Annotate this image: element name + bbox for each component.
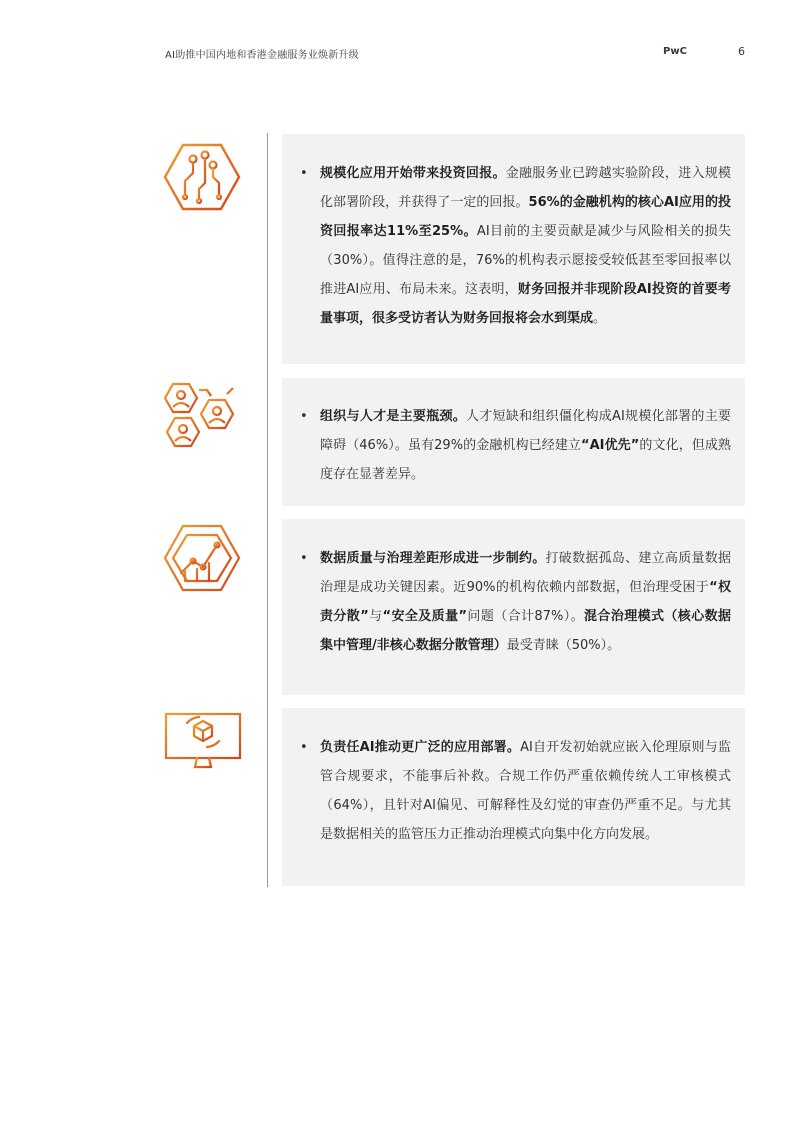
bullet: • xyxy=(300,740,308,755)
text-normal: 人才短缺和组织僵化构成AI规模化部署的主要障碍（46%）。虽有29%的金融机构已经建立 xyxy=(320,409,731,453)
text-bold: 组织与人才是主要瓶颈。 xyxy=(320,409,467,424)
header-title: AI助推中国内地和香港金融服务业焕新升级 xyxy=(165,50,359,61)
finding-card-investment-return xyxy=(282,134,745,364)
text-normal: 金融服务业已跨越实验阶段，进入规模化部署阶段，并获得了一定的回报。 xyxy=(320,166,731,210)
finding-card-data-governance xyxy=(282,519,745,695)
text-normal: AI自开发初始就应嵌入伦理原则与监管合规要求，不能事后补救。合规工作仍严重依赖传统人工审核模式（64%），且针对AI偏见、可解释性及幻觉的审查仍严重不足。与尤其是数据相关的监管压力正推动治理模式向集中化方向发展。 xyxy=(320,740,731,842)
card-text xyxy=(320,402,731,489)
people-hexagons-icon xyxy=(161,380,243,450)
text-normal: 最受青睐（50%）。 xyxy=(506,638,621,653)
text-normal: 与 xyxy=(368,609,383,624)
page-number: 6 xyxy=(738,45,745,58)
monitor-cube-icon xyxy=(163,711,243,773)
header-brand: PwC xyxy=(663,46,687,57)
card-text xyxy=(320,159,731,333)
finding-card-responsible-ai xyxy=(282,708,745,886)
data-chart-hexagon-icon xyxy=(163,523,241,593)
text-bold: 56%的金融机构的核心AI应用的投资回报率达11%至25%。 xyxy=(320,195,731,239)
finding-card-talent xyxy=(282,378,745,506)
text-bold: “安全及质量” xyxy=(382,609,468,624)
text-bold: 混合治理模式（核心数据集中管理/非核心数据分散管理） xyxy=(320,609,731,653)
vertical-divider xyxy=(267,133,268,887)
text-normal: AI目前的主要贡献是减少与风险相关的损失（30%）。值得注意的是，76%的机构表示愿接受较低甚至零回报率以推进AI应用、布局未来。这表明， xyxy=(320,224,732,297)
text-bold: 数据质量与治理差距形成进一步制约。 xyxy=(320,551,546,566)
text-bold: “AI优先” xyxy=(581,438,640,453)
text-bold: “权责分散” xyxy=(320,580,731,624)
bullet: • xyxy=(300,166,308,181)
card-text xyxy=(320,733,731,849)
text-normal: 问题（合计87%）。 xyxy=(467,609,585,624)
bullet: • xyxy=(300,409,308,424)
text-normal: 。 xyxy=(593,311,607,326)
text-bold: 规模化应用开始带来投资回报。 xyxy=(320,166,506,181)
text-normal: 打破数据孤岛、建立高质量数据治理是成功关键因素。近90%的机构依赖内部数据，但治理受困于 xyxy=(320,551,731,595)
card-text xyxy=(320,544,731,660)
text-bold: 财务回报并非现阶段AI投资的首要考量事项，很多受访者认为财务回报将会水到渠成 xyxy=(320,282,731,326)
circuit-hexagon-icon xyxy=(163,143,241,211)
text-bold: 负责任AI推动更广泛的应用部署。 xyxy=(320,740,521,755)
bullet: • xyxy=(300,551,308,566)
text-normal: 的文化，但成熟度存在显著差异。 xyxy=(320,438,731,482)
